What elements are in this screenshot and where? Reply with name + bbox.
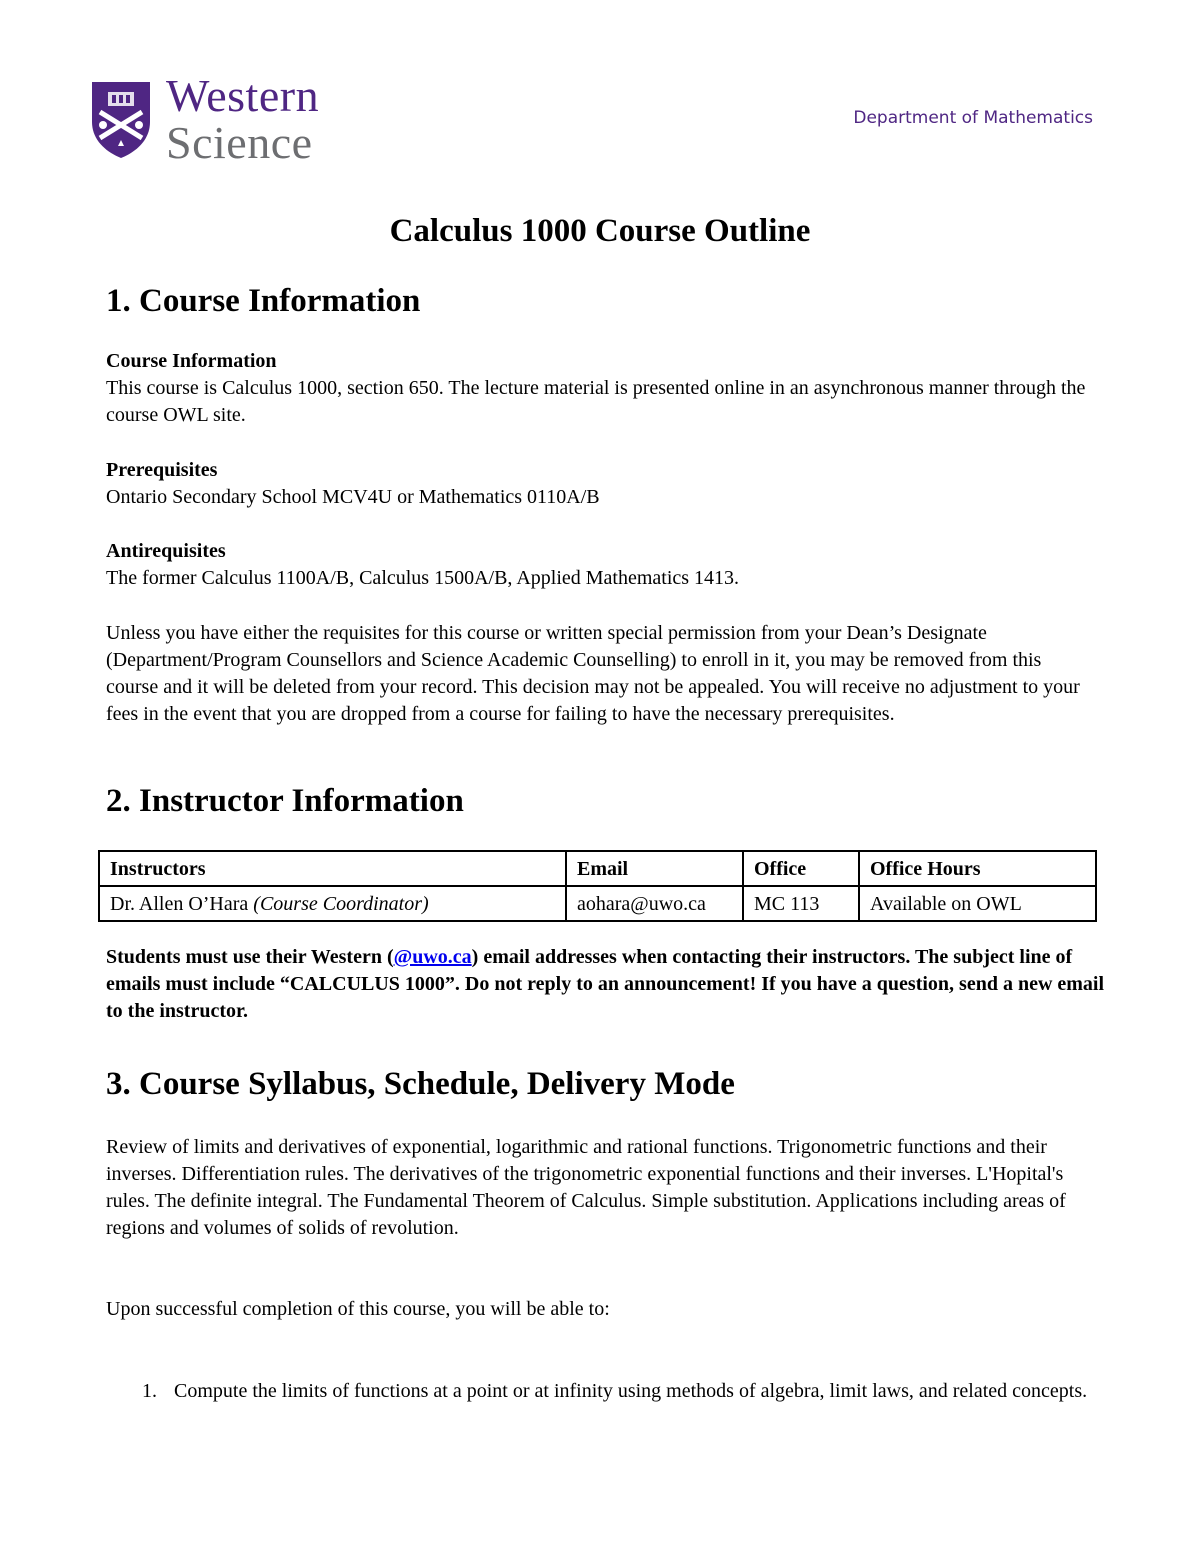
column-header-email: Email <box>566 851 743 886</box>
section-heading-instructor-information: 2. Instructor Information <box>106 783 464 819</box>
antirequisites-label: Antirequisites <box>106 540 226 562</box>
instructor-cell <box>99 886 566 921</box>
logo-line-science: Science <box>166 117 313 168</box>
requisites-policy-text: Unless you have either the requisites for this course or written special permission from your Dean’s Designate (Department/Program Counsellors and Science Academic Counselling) to enroll in it, you may be removed from this course and it will be deleted from your record. This decision may not be appealed. You will receive no adjustment to your fees in the event that you are dropped from a course for failing to have the necessary prerequisites. <box>106 622 1080 725</box>
column-header-office-hours: Office Hours <box>859 851 1096 886</box>
department-name: Department of Mathematics <box>853 108 1093 128</box>
antirequisites-text: The former Calculus 1100A/B, Calculus 1500A/B, Applied Mathematics 1413. <box>106 567 740 589</box>
logo-wordmark <box>166 72 319 166</box>
course-information-label: Course Information <box>106 350 277 372</box>
section-heading-course-syllabus: 3. Course Syllabus, Schedule, Delivery Mode <box>106 1066 735 1102</box>
logo-line-western: Western <box>166 70 320 121</box>
notice-text-end: ) email addresses when contacting their instructors. The subject line of emails must include “CALCULUS 1000”. Do not reply to an announcement! If you have a question, send a new email to the instructor. <box>106 946 1105 1022</box>
table-header-row <box>99 851 1096 886</box>
instructor-name: Dr. Allen O’Hara <box>110 892 254 915</box>
course-information-text: This course is Calculus 1000, section 650. The lecture material is presented online in an asynchronous manner through the course OWL site. <box>106 377 1086 426</box>
outcome-number: 1. <box>142 1380 157 1402</box>
western-shield-icon <box>88 78 154 162</box>
prerequisites-block <box>106 457 1096 511</box>
course-information-block <box>106 348 1096 429</box>
column-header-office: Office <box>743 851 859 886</box>
learning-outcomes-list <box>106 1378 1096 1405</box>
section-heading-course-information: 1. Course Information <box>106 283 421 319</box>
learning-outcomes-intro: Upon successful completion of this course, you will be able to: <box>106 1298 610 1320</box>
office-hours-cell: Available on OWL <box>859 886 1096 921</box>
syllabus-description: Review of limits and derivatives of exponential, logarithmic and rational functions. Trigonometric functions and their inverses. Differentiation rules. The derivatives of the trigonometric exponential functions and their inverses. L'Hopital's rules. The definite integral. The Fundamental Theorem of Calculus. Simple substitution. Applications including areas of regions and volumes of solids of revolution. <box>106 1136 1066 1239</box>
list-item <box>106 1378 1096 1405</box>
instructor-role: (Course Coordinator) <box>253 892 429 915</box>
prerequisites-text: Ontario Secondary School MCV4U or Mathematics 0110A/B <box>106 486 600 508</box>
email-cell: aohara@uwo.ca <box>566 886 743 921</box>
uwo-email-link[interactable]: @uwo.ca <box>393 946 472 968</box>
western-science-logo <box>88 70 348 168</box>
office-cell: MC 113 <box>743 886 859 921</box>
notice-text-start: Students must use their Western ( <box>106 946 394 968</box>
table-row <box>99 886 1096 921</box>
email-policy-notice <box>106 944 1106 1025</box>
column-header-instructors: Instructors <box>99 851 566 886</box>
antirequisites-block <box>106 538 1096 592</box>
outcome-text: Compute the limits of functions at a point or at infinity using methods of algebra, limit laws, and related concepts. <box>174 1380 1088 1402</box>
prerequisites-label: Prerequisites <box>106 459 218 481</box>
instructor-table <box>98 850 1097 922</box>
document-title: Calculus 1000 Course Outline <box>389 213 811 249</box>
